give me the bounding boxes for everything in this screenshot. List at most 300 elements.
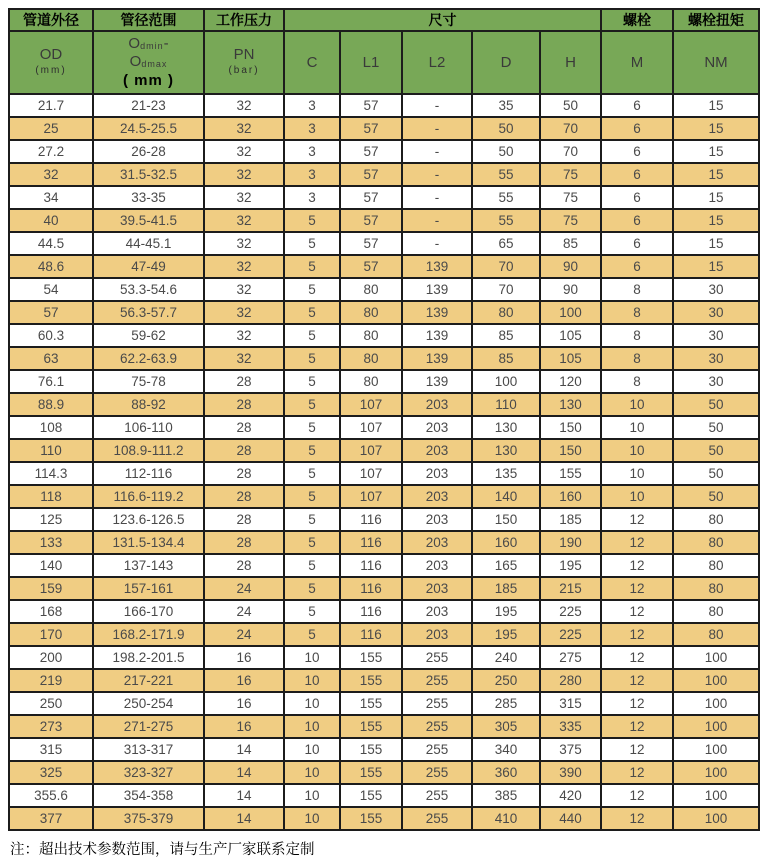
table-cell: 32: [204, 186, 284, 209]
table-cell: 50: [472, 117, 540, 140]
table-cell: 150: [540, 416, 601, 439]
table-cell: 116: [340, 600, 402, 623]
table-cell: 15: [673, 209, 759, 232]
table-cell: 114.3: [9, 462, 93, 485]
pn-unit: (bar): [228, 64, 260, 76]
table-cell: 12: [601, 508, 673, 531]
table-cell: 198.2-201.5: [93, 646, 204, 669]
table-cell: 185: [472, 577, 540, 600]
table-cell: 150: [472, 508, 540, 531]
table-cell: 12: [601, 623, 673, 646]
table-cell: 168: [9, 600, 93, 623]
table-cell: 75: [540, 163, 601, 186]
table-cell: 6: [601, 140, 673, 163]
table-cell: -: [402, 209, 472, 232]
table-cell: 15: [673, 232, 759, 255]
table-cell: 116: [340, 531, 402, 554]
table-cell: 3: [284, 163, 340, 186]
table-cell: 133: [9, 531, 93, 554]
table-cell: 15: [673, 94, 759, 117]
table-row: [9, 347, 759, 370]
table-row: [9, 278, 759, 301]
table-row: [9, 94, 759, 117]
table-cell: 32: [204, 324, 284, 347]
table-cell: 65: [472, 232, 540, 255]
header-pipe-od-group: 管道外径: [9, 9, 93, 31]
range-unit: ( mm ): [123, 72, 174, 89]
table-cell: 5: [284, 370, 340, 393]
table-cell: 5: [284, 209, 340, 232]
table-cell: 250: [472, 669, 540, 692]
table-row: [9, 738, 759, 761]
table-cell: 107: [340, 439, 402, 462]
table-cell: 5: [284, 577, 340, 600]
table-cell: 255: [402, 692, 472, 715]
table-cell: 8: [601, 370, 673, 393]
table-cell: 140: [9, 554, 93, 577]
table-cell: 6: [601, 94, 673, 117]
table-cell: 12: [601, 784, 673, 807]
table-cell: 165: [472, 554, 540, 577]
table-cell: 30: [673, 347, 759, 370]
table-row: [9, 508, 759, 531]
table-cell: 50: [673, 393, 759, 416]
table-cell: 157-161: [93, 577, 204, 600]
table-row: [9, 301, 759, 324]
header-bolt-torque-group: 螺栓扭矩: [673, 9, 759, 31]
table-row: [9, 370, 759, 393]
table-cell: 219: [9, 669, 93, 692]
table-cell: 155: [340, 692, 402, 715]
table-cell: 139: [402, 278, 472, 301]
table-cell: 250: [9, 692, 93, 715]
table-cell: 32: [204, 140, 284, 163]
table-cell: 12: [601, 646, 673, 669]
table-cell: 315: [9, 738, 93, 761]
table-cell: 55: [472, 209, 540, 232]
table-cell: 8: [601, 324, 673, 347]
table-cell: 139: [402, 324, 472, 347]
table-cell: 100: [673, 784, 759, 807]
header-dim-l1: L1: [340, 31, 402, 94]
table-cell: 8: [601, 278, 673, 301]
table-cell: 377: [9, 807, 93, 830]
table-cell: 57: [340, 117, 402, 140]
table-cell: 135: [472, 462, 540, 485]
table-cell: 85: [540, 232, 601, 255]
table-cell: 107: [340, 462, 402, 485]
table-row: [9, 646, 759, 669]
table-cell: 116: [340, 554, 402, 577]
table-row: [9, 163, 759, 186]
header-diameter-range-group: 管径范围: [93, 9, 204, 31]
table-cell: 47-49: [93, 255, 204, 278]
table-cell: 16: [204, 715, 284, 738]
table-cell: 50: [540, 94, 601, 117]
table-cell: 33-35: [93, 186, 204, 209]
table-cell: 75: [540, 186, 601, 209]
table-cell: 195: [472, 623, 540, 646]
table-cell: 203: [402, 393, 472, 416]
table-cell: 12: [601, 600, 673, 623]
table-cell: 203: [402, 577, 472, 600]
table-cell: 155: [340, 715, 402, 738]
footnote: 注：超出技术参数范围，请与生产厂家联系定制: [10, 842, 315, 858]
table-cell: 375-379: [93, 807, 204, 830]
table-cell: 203: [402, 485, 472, 508]
table-cell: 12: [601, 692, 673, 715]
table-cell: 88.9: [9, 393, 93, 416]
table-cell: 57: [340, 140, 402, 163]
od-symbol: OD: [39, 45, 63, 63]
table-cell: 28: [204, 531, 284, 554]
header-bolt-group: 螺栓: [601, 9, 673, 31]
table-cell: 203: [402, 531, 472, 554]
table-cell: 155: [340, 784, 402, 807]
table-cell: 130: [472, 416, 540, 439]
table-cell: 50: [673, 416, 759, 439]
table-cell: 28: [204, 439, 284, 462]
table-cell: 190: [540, 531, 601, 554]
table-cell: 5: [284, 393, 340, 416]
table-row: [9, 807, 759, 830]
table-cell: 80: [340, 370, 402, 393]
header-pn: [204, 31, 284, 94]
header-dim-h: H: [540, 31, 601, 94]
table-cell: 105: [540, 324, 601, 347]
table-cell: 12: [601, 761, 673, 784]
header-group-row: [9, 9, 759, 31]
table-cell: 70: [472, 278, 540, 301]
table-cell: 112-116: [93, 462, 204, 485]
table-cell: 57: [9, 301, 93, 324]
header-dim-d: D: [472, 31, 540, 94]
table-cell: 80: [673, 554, 759, 577]
pn-symbol: PN: [233, 45, 255, 63]
table-cell: 6: [601, 232, 673, 255]
table-cell: 28: [204, 508, 284, 531]
table-cell: 32: [204, 209, 284, 232]
table-cell: 32: [204, 301, 284, 324]
table-cell: 15: [673, 186, 759, 209]
table-row: [9, 439, 759, 462]
table-cell: 100: [673, 738, 759, 761]
table-cell: 55: [472, 186, 540, 209]
table-row: [9, 485, 759, 508]
table-cell: 120: [540, 370, 601, 393]
table-row: [9, 669, 759, 692]
table-cell: 3: [284, 94, 340, 117]
table-cell: 203: [402, 600, 472, 623]
table-cell: 137-143: [93, 554, 204, 577]
table-cell: 50: [472, 140, 540, 163]
table-cell: 3: [284, 186, 340, 209]
table-cell: 80: [673, 600, 759, 623]
table-cell: 155: [340, 761, 402, 784]
table-cell: 60.3: [9, 324, 93, 347]
table-cell: 44.5: [9, 232, 93, 255]
table-cell: 50: [673, 462, 759, 485]
table-row: [9, 186, 759, 209]
table-cell: 10: [601, 485, 673, 508]
table-cell: 155: [340, 669, 402, 692]
table-row: [9, 761, 759, 784]
table-cell: 195: [540, 554, 601, 577]
table-cell: 12: [601, 669, 673, 692]
table-cell: 21.7: [9, 94, 93, 117]
table-cell: 10: [601, 393, 673, 416]
table-cell: 35: [472, 94, 540, 117]
table-cell: 410: [472, 807, 540, 830]
table-cell: 139: [402, 347, 472, 370]
table-cell: 3: [284, 117, 340, 140]
table-cell: 131.5-134.4: [93, 531, 204, 554]
table-cell: 6: [601, 186, 673, 209]
table-cell: 31.5-32.5: [93, 163, 204, 186]
table-cell: 80: [340, 301, 402, 324]
table-cell: 80: [340, 278, 402, 301]
table-cell: 285: [472, 692, 540, 715]
table-cell: 108: [9, 416, 93, 439]
table-cell: 325: [9, 761, 93, 784]
table-cell: 10: [284, 738, 340, 761]
table-cell: 62.2-63.9: [93, 347, 204, 370]
table-cell: 10: [601, 416, 673, 439]
table-cell: 160: [472, 531, 540, 554]
table-cell: 32: [9, 163, 93, 186]
od-min: Odmin-: [128, 35, 169, 52]
table-cell: 10: [284, 715, 340, 738]
table-cell: -: [402, 232, 472, 255]
header-od: [9, 31, 93, 94]
table-cell: 6: [601, 163, 673, 186]
table-cell: 14: [204, 738, 284, 761]
table-cell: 10: [601, 439, 673, 462]
table-cell: 44-45.1: [93, 232, 204, 255]
table-cell: 5: [284, 508, 340, 531]
table-cell: 340: [472, 738, 540, 761]
table-cell: 6: [601, 255, 673, 278]
table-cell: 70: [540, 140, 601, 163]
table-cell: 100: [673, 761, 759, 784]
table-cell: 200: [9, 646, 93, 669]
table-row: [9, 692, 759, 715]
table-cell: 88-92: [93, 393, 204, 416]
table-cell: -: [402, 186, 472, 209]
table-row: [9, 784, 759, 807]
table-cell: 100: [472, 370, 540, 393]
table-cell: 116: [340, 623, 402, 646]
table-cell: 30: [673, 278, 759, 301]
table-cell: 70: [472, 255, 540, 278]
table-cell: 155: [340, 807, 402, 830]
table-cell: 440: [540, 807, 601, 830]
table-cell: 28: [204, 485, 284, 508]
table-cell: 32: [204, 255, 284, 278]
table-cell: 168.2-171.9: [93, 623, 204, 646]
table-cell: 12: [601, 715, 673, 738]
table-cell: -: [402, 117, 472, 140]
header-torque-nm: NM: [673, 31, 759, 94]
table-cell: 225: [540, 623, 601, 646]
table-cell: 5: [284, 623, 340, 646]
table-row: [9, 117, 759, 140]
table-cell: 10: [284, 646, 340, 669]
table-cell: 30: [673, 324, 759, 347]
table-cell: 30: [673, 301, 759, 324]
table-cell: 32: [204, 347, 284, 370]
table-cell: 8: [601, 301, 673, 324]
table-cell: 59-62: [93, 324, 204, 347]
table-cell: 10: [284, 669, 340, 692]
table-cell: 100: [540, 301, 601, 324]
table-cell: 100: [673, 807, 759, 830]
table-cell: -: [402, 94, 472, 117]
table-cell: 275: [540, 646, 601, 669]
table-cell: 155: [340, 646, 402, 669]
header-od-range: [93, 31, 204, 94]
table-row: [9, 255, 759, 278]
table-cell: 80: [673, 577, 759, 600]
table-cell: 5: [284, 531, 340, 554]
table-row: [9, 209, 759, 232]
table-cell: 50: [673, 485, 759, 508]
table-cell: 70: [540, 117, 601, 140]
table-cell: 55: [472, 163, 540, 186]
table-cell: 80: [673, 623, 759, 646]
table-cell: 53.3-54.6: [93, 278, 204, 301]
table-cell: 273: [9, 715, 93, 738]
table-row: [9, 462, 759, 485]
table-row: [9, 393, 759, 416]
table-cell: 57: [340, 186, 402, 209]
table-cell: 85: [472, 347, 540, 370]
table-cell: 34: [9, 186, 93, 209]
table-cell: 155: [340, 738, 402, 761]
table-cell: 25: [9, 117, 93, 140]
table-cell: 203: [402, 416, 472, 439]
table-cell: 12: [601, 577, 673, 600]
table-cell: 24: [204, 577, 284, 600]
table-cell: 250-254: [93, 692, 204, 715]
table-cell: 305: [472, 715, 540, 738]
table-cell: 255: [402, 784, 472, 807]
table-cell: 315: [540, 692, 601, 715]
table-cell: 14: [204, 807, 284, 830]
table-cell: 14: [204, 761, 284, 784]
table-cell: 6: [601, 209, 673, 232]
table-cell: 40: [9, 209, 93, 232]
table-cell: 10: [284, 807, 340, 830]
table-cell: 5: [284, 462, 340, 485]
table-body: [9, 94, 759, 830]
table-cell: 5: [284, 301, 340, 324]
table-cell: 6: [601, 117, 673, 140]
table-cell: 203: [402, 554, 472, 577]
table-cell: 5: [284, 347, 340, 370]
table-cell: 28: [204, 370, 284, 393]
table-row: [9, 554, 759, 577]
table-cell: 100: [673, 715, 759, 738]
table-cell: 12: [601, 738, 673, 761]
table-cell: 75-78: [93, 370, 204, 393]
table-cell: 80: [673, 508, 759, 531]
table-cell: 32: [204, 232, 284, 255]
table-cell: 12: [601, 807, 673, 830]
table-cell: 375: [540, 738, 601, 761]
table-cell: 160: [540, 485, 601, 508]
table-cell: 12: [601, 554, 673, 577]
table-cell: 118: [9, 485, 93, 508]
table-cell: 5: [284, 278, 340, 301]
table-cell: 385: [472, 784, 540, 807]
table-cell: 57: [340, 163, 402, 186]
table-row: [9, 531, 759, 554]
table-cell: 203: [402, 439, 472, 462]
table-cell: 24: [204, 600, 284, 623]
table-cell: 80: [340, 324, 402, 347]
table-cell: 56.3-57.7: [93, 301, 204, 324]
table-cell: 57: [340, 209, 402, 232]
table-cell: 32: [204, 278, 284, 301]
table-cell: 3: [284, 140, 340, 163]
table-cell: 10: [284, 692, 340, 715]
table-cell: 100: [673, 692, 759, 715]
table-cell: 360: [472, 761, 540, 784]
table-cell: 5: [284, 439, 340, 462]
table-cell: -: [402, 163, 472, 186]
header-dimensions-group: 尺寸: [284, 9, 601, 31]
table-cell: 16: [204, 646, 284, 669]
table-cell: 107: [340, 485, 402, 508]
header-sub-row: [9, 31, 759, 94]
table-cell: 255: [402, 807, 472, 830]
table-cell: 5: [284, 255, 340, 278]
table-cell: 16: [204, 692, 284, 715]
table-cell: 5: [284, 600, 340, 623]
table-cell: 15: [673, 117, 759, 140]
table-cell: 130: [540, 393, 601, 416]
table-cell: 28: [204, 462, 284, 485]
table-cell: 12: [601, 531, 673, 554]
table-cell: 5: [284, 232, 340, 255]
table-cell: 139: [402, 370, 472, 393]
table-cell: 10: [284, 784, 340, 807]
table-cell: 28: [204, 393, 284, 416]
table-cell: 255: [402, 738, 472, 761]
table-cell: 15: [673, 163, 759, 186]
table-cell: 155: [540, 462, 601, 485]
table-cell: 8: [601, 347, 673, 370]
table-cell: 110: [472, 393, 540, 416]
table-cell: 116: [340, 577, 402, 600]
table-cell: 24.5-25.5: [93, 117, 204, 140]
od-max: Odmax: [129, 53, 168, 70]
table-cell: 80: [673, 531, 759, 554]
table-cell: 255: [402, 646, 472, 669]
table-cell: 240: [472, 646, 540, 669]
table-cell: 90: [540, 278, 601, 301]
table-cell: 5: [284, 416, 340, 439]
table-cell: 57: [340, 255, 402, 278]
table-cell: 323-327: [93, 761, 204, 784]
table-row: [9, 623, 759, 646]
table-cell: 21-23: [93, 94, 204, 117]
table-cell: 80: [340, 347, 402, 370]
table-cell: 280: [540, 669, 601, 692]
table-cell: 57: [340, 94, 402, 117]
table-row: [9, 416, 759, 439]
